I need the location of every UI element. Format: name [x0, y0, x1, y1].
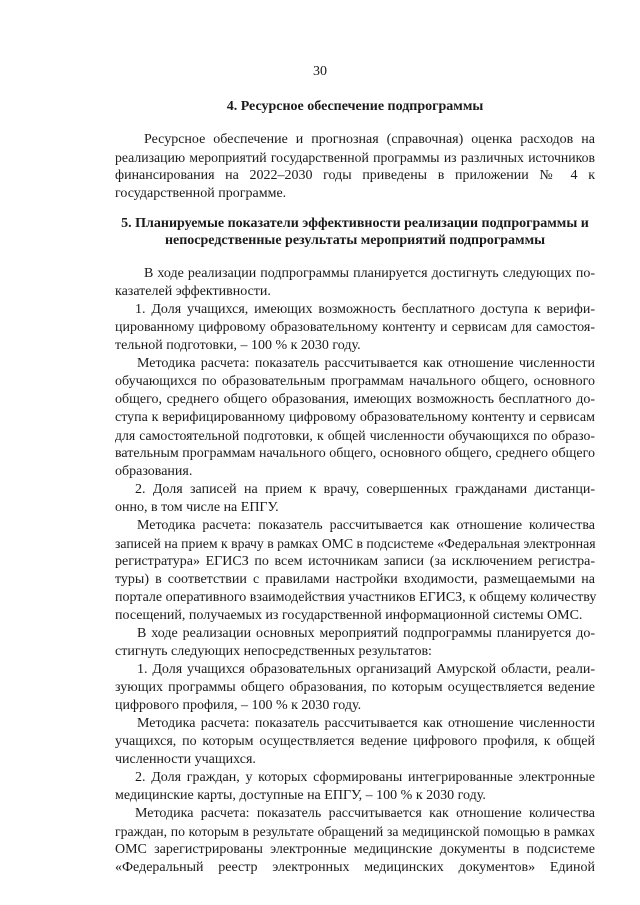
section-5-line: вательным программам начального общего, основного общего, среднего общего	[115, 446, 595, 461]
section-5-line: общего, среднего общего образования, имеющих возможность бесплатного до-	[115, 392, 595, 407]
section-5-line: цированному цифровому образовательному контенту и сервисам для самостоя-	[115, 320, 595, 335]
section-5-line: учащихся, по которым осуществляется ведение цифрового профиля, к общей	[115, 734, 595, 749]
section-5-line: численности учащихся.	[115, 752, 256, 767]
section-5-line: ступа к верифицированному цифровому образовательному контенту и сервисам	[115, 410, 595, 425]
section-5-line: цифрового профиля, – 100 % к 2030 году.	[115, 698, 362, 713]
section-4-line: Ресурсное обеспечение и прогнозная (справочная) оценка расходов на	[144, 132, 595, 147]
section-5-line: ОМС зарегистрированы электронные медицинские документы в подсистеме	[115, 842, 595, 857]
section-5-heading-line-1: 5. Планируемые показатели эффективности реализации подпрограммы и	[121, 216, 589, 231]
section-5-line: онно, в том числе на ЕПГУ.	[115, 500, 279, 515]
section-5-line: Методика расчета: показатель рассчитывается как отношение количества	[137, 518, 595, 533]
section-5-line: В ходе реализации основных мероприятий подпрограммы планируется до-	[137, 626, 595, 641]
section-5-line: записей на прием к врачу в рамках ОМС в подсистеме «Федеральная электронная	[115, 536, 596, 551]
section-5-line: 1. Доля учащихся образовательных организаций Амурской области, реали-	[137, 662, 595, 677]
section-4-line: государственной программе.	[115, 186, 287, 201]
section-5-line: 2. Доля граждан, у которых сформированы интегрированные электронные	[135, 770, 595, 785]
section-5-line: 1. Доля учащихся, имеющих возможность бесплатного доступа к верифи-	[135, 302, 595, 317]
section-5-line: зующих программы общего образования, по которым осуществляется ведение	[115, 680, 595, 695]
section-5-line: 2. Доля записей на прием к врачу, совершенных гражданами дистанци-	[135, 482, 595, 497]
section-5-line: стигнуть следующих непосредственных результатов:	[115, 644, 432, 659]
section-5-line: образования.	[115, 464, 193, 479]
section-5-line: Методика расчета: показатель рассчитывается как отношение количества	[135, 806, 595, 821]
section-5-line: регистратура» ЕГИСЗ по всем источникам записи (за исключением регистра-	[115, 554, 595, 569]
page-number: 30	[313, 64, 327, 79]
section-5-line: В ходе реализации подпрограммы планируется достигнуть следующих по-	[144, 266, 595, 281]
section-5-line: казателей эффективности.	[115, 284, 271, 299]
section-5-line: посещений, получаемых из государственной информационной системы ОМС.	[115, 608, 583, 623]
section-5-line: «Федеральный реестр электронных медицинских документов» Единой	[115, 860, 595, 875]
section-5-line: туры) в соответствии с правилами настройки входимости, размещаемыми на	[115, 572, 595, 587]
section-4-line: реализацию мероприятий государственной программы из различных источников	[115, 150, 595, 165]
section-5-line: портале оперативного взаимодействия участников ЕГИСЗ, к общему количеству	[115, 590, 597, 605]
section-4-line: финансирования на 2022–2030 годы приведены в приложении № 4 к	[115, 168, 595, 183]
section-5-line: Методика расчета: показатель рассчитывается как отношение численности	[137, 356, 595, 371]
section-5-heading-line-2: непосредственные результаты мероприятий подпрограммы	[164, 233, 546, 248]
section-5-line: медицинские карты, доступные на ЕПГУ, – 100 % к 2030 году.	[115, 788, 486, 803]
section-5-line: граждан, по которым в результате обращений за медицинской помощью в рамках	[115, 824, 595, 839]
section-5-line: Методика расчета: показатель рассчитывается как отношение численности	[137, 716, 595, 731]
section-5-line: обучающихся по образовательным программам начального общего, основного	[115, 374, 595, 389]
section-5-line: для самостоятельной подготовки, к общей численности обучающихся по образо-	[115, 428, 595, 443]
section-4-heading: 4. Ресурсное обеспечение подпрограммы	[226, 99, 484, 114]
section-5-line: тельной подготовки, – 100 % к 2030 году.	[115, 338, 361, 353]
